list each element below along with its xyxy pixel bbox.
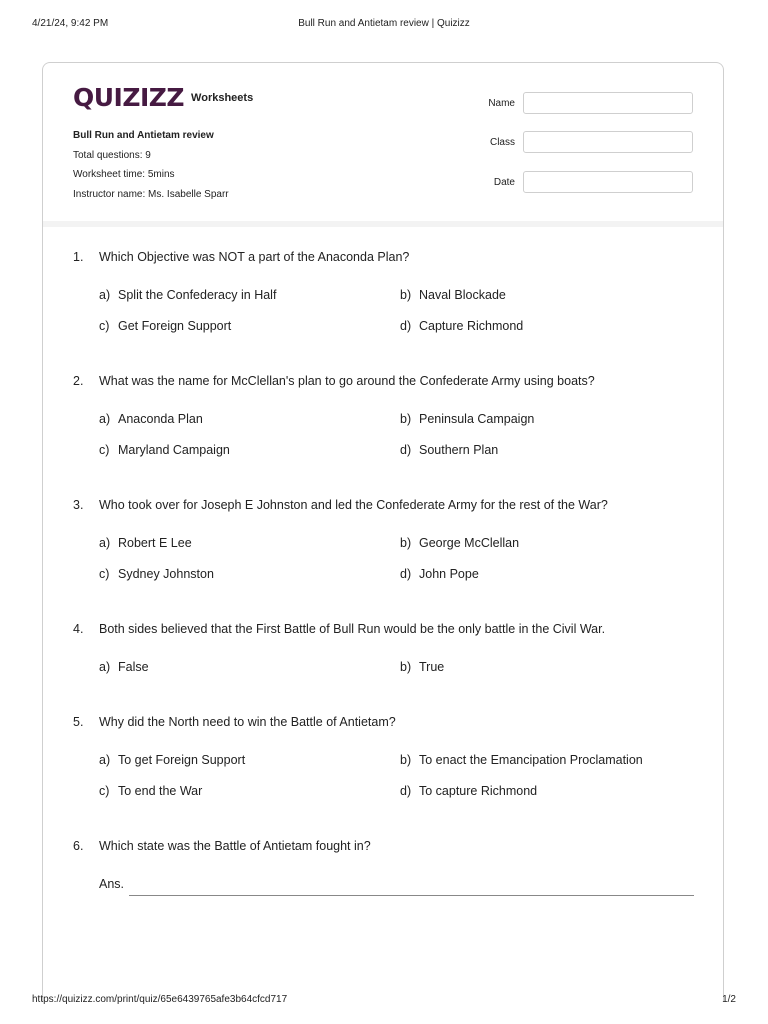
option-text: Southern Plan <box>419 443 499 457</box>
option-letter: a) <box>99 660 111 674</box>
option-text: To capture Richmond <box>419 784 538 798</box>
option-letter: c) <box>99 567 110 581</box>
brand-subtitle: Worksheets <box>191 92 254 104</box>
question-number: 6. <box>73 839 84 853</box>
worksheet-meta <box>73 126 229 204</box>
option-text: Anaconda Plan <box>118 412 203 426</box>
option-b[interactable] <box>400 536 519 550</box>
print-page-title: Bull Run and Antietam review | Quizizz <box>298 18 470 29</box>
instructor-name: Instructor name: Ms. Isabelle Sparr <box>73 188 229 200</box>
total-questions: Total questions: 9 <box>73 149 151 161</box>
option-letter: a) <box>99 536 111 550</box>
print-url: https://quizizz.com/print/quiz/65e6439765afe3b64cfcd717 <box>32 994 288 1005</box>
question-number: 2. <box>73 374 84 388</box>
name-field[interactable] <box>523 92 693 114</box>
class-field[interactable] <box>523 131 693 153</box>
option-text: John Pope <box>419 567 479 581</box>
option-letter: b) <box>400 536 412 550</box>
option-d[interactable] <box>400 319 523 333</box>
question-number: 5. <box>73 715 84 729</box>
option-b[interactable] <box>400 660 444 674</box>
option-a[interactable] <box>99 753 245 767</box>
date-label: Date <box>493 177 515 188</box>
option-d[interactable] <box>400 567 479 581</box>
option-b[interactable] <box>400 288 506 302</box>
print-timestamp: 4/21/24, 9:42 PM <box>32 18 109 29</box>
question-text: Both sides believed that the First Battle of Bull Run would be the only battle in the Civil War. <box>99 622 606 636</box>
worksheet-title: Bull Run and Antietam review <box>73 130 214 141</box>
answer-line[interactable] <box>129 895 694 896</box>
question-text: Who took over for Joseph E Johnston and led the Confederate Army for the rest of the War? <box>99 498 608 512</box>
worksheet-sheet <box>42 62 724 1002</box>
date-field[interactable] <box>523 171 693 193</box>
option-c[interactable] <box>99 443 230 457</box>
option-letter: c) <box>99 319 110 333</box>
option-c[interactable] <box>99 319 231 333</box>
option-text: True <box>419 660 445 674</box>
option-text: To end the War <box>118 784 203 798</box>
option-letter: b) <box>400 288 412 302</box>
option-letter: d) <box>400 319 412 333</box>
option-text: George McClellan <box>419 536 520 550</box>
option-text: To get Foreign Support <box>118 753 246 767</box>
answer-label: Ans. <box>99 877 125 891</box>
print-footer <box>32 994 736 1008</box>
option-a[interactable] <box>99 536 192 550</box>
question-text: What was the name for McClellan's plan to go around the Confederate Army using boats? <box>99 374 595 388</box>
quizizz-logo: QUIZIZZ <box>73 83 185 112</box>
option-text: Sydney Johnston <box>118 567 214 581</box>
option-text: Get Foreign Support <box>118 319 232 333</box>
option-text: To enact the Emancipation Proclamation <box>419 753 643 767</box>
option-text: False <box>118 660 149 674</box>
option-c[interactable] <box>99 567 214 581</box>
option-letter: d) <box>400 567 412 581</box>
option-b[interactable] <box>400 753 643 767</box>
option-letter: a) <box>99 753 111 767</box>
option-a[interactable] <box>99 660 149 674</box>
option-b[interactable] <box>400 412 534 426</box>
class-label: Class <box>489 137 515 148</box>
worksheet-time: Worksheet time: 5mins <box>73 169 175 180</box>
question-number: 1. <box>73 250 84 264</box>
option-text: Peninsula Campaign <box>419 412 535 426</box>
print-header <box>32 18 736 32</box>
option-a[interactable] <box>99 288 276 302</box>
option-letter: b) <box>400 753 412 767</box>
option-text: Capture Richmond <box>419 319 524 333</box>
worksheet-header <box>43 63 723 222</box>
question-text: Which Objective was NOT a part of the Anaconda Plan? <box>99 250 410 264</box>
option-a[interactable] <box>99 412 203 426</box>
option-text: Naval Blockade <box>419 288 506 302</box>
option-letter: d) <box>400 443 412 457</box>
option-letter: c) <box>99 443 110 457</box>
option-text: Split the Confederacy in Half <box>118 288 277 302</box>
question-text: Which state was the Battle of Antietam fought in? <box>99 839 371 853</box>
question-number: 3. <box>73 498 84 512</box>
option-letter: b) <box>400 412 412 426</box>
option-d[interactable] <box>400 443 498 457</box>
question-text: Why did the North need to win the Battle of Antietam? <box>99 715 396 729</box>
name-label: Name <box>488 98 515 109</box>
option-text: Robert E Lee <box>118 536 192 550</box>
option-letter: b) <box>400 660 412 674</box>
option-letter: d) <box>400 784 412 798</box>
question-number: 4. <box>73 622 84 636</box>
brand <box>73 85 253 111</box>
header-divider <box>43 221 723 227</box>
option-letter: c) <box>99 784 110 798</box>
page-number: 1/2 <box>722 994 736 1005</box>
option-letter: a) <box>99 288 111 302</box>
option-c[interactable] <box>99 784 202 798</box>
option-letter: a) <box>99 412 111 426</box>
option-d[interactable] <box>400 784 537 798</box>
option-text: Maryland Campaign <box>118 443 230 457</box>
